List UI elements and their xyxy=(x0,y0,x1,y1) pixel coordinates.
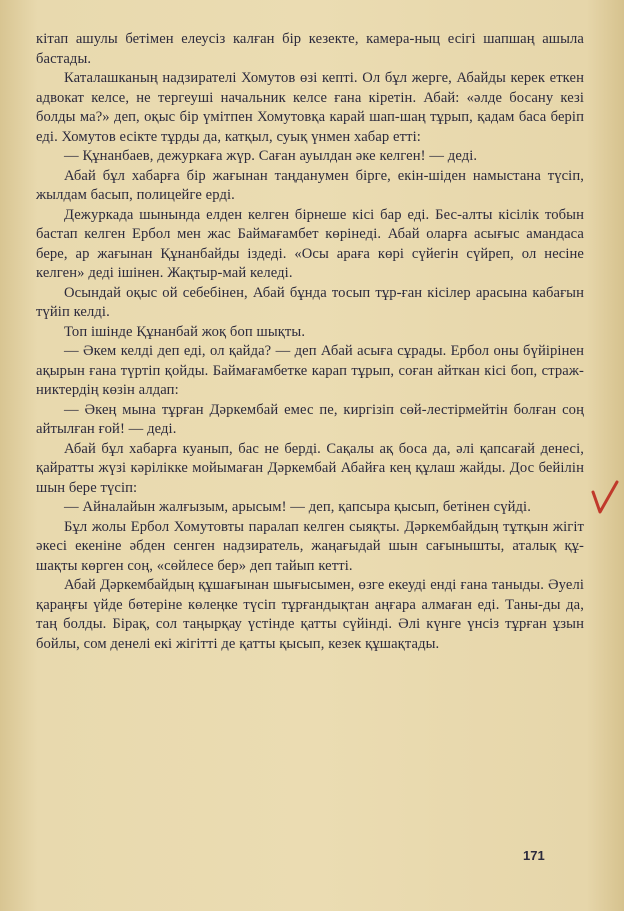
paragraph: — Әкем келді деп еді, ол қайда? — деп Абай асыға сұрады. Ербол оны бүйірінен ақырын ғана түртіп қойды. Баймағамбетке карап тұрып, соған айткан кісі боп, страж-никтердің көзін алдап: xyxy=(36,343,584,398)
paragraph: Осындай оқыс ой себебінен, Абай бұнда тосып тұр-ған кісілер арасына кабағын түйіп келді. xyxy=(36,284,584,320)
paragraph: Абай бұл хабарға бір жағынан таңданумен бірге, екін-шіден намыстана түсіп, жылдам басып, полицейге ерді. xyxy=(36,167,584,203)
paragraph: Топ ішінде Құнанбай жоқ боп шықты. xyxy=(64,323,306,340)
check-mark-stroke xyxy=(593,482,617,512)
paragraph: — Құнанбаев, дежуркаға жүр. Саған ауылдан әке келген! — деді. xyxy=(64,148,478,164)
paragraph: Каталашканың надзирателі Хомутов өзі кепті. Ол бұл жерге, Абайды керек еткен адвокат келсе, не тергеуші начальник келсе ғана кіретін. Абай: «әлде босану кезі болды ма?» деп, оқыс бір үмітпен Хомутовқа карай шап-шаң тұрып, қадам баса беріп еді. Хомутов есікте тұрды да, катқыл, суық үнмен хабар етті: xyxy=(36,70,584,145)
paragraph: кітап ашулы бетімен елеусіз калған бір кезекте, камера-ныц есігі шапшаң ашыла бастады. xyxy=(36,31,584,67)
paragraph: Абай бұл хабарға куанып, бас не берді. Сақалы ақ боса да, әлі қапсағай денесі, қайратты жүзі кәрілікке мойымаған Дәркембай Абайға кең құлаш жайды. Дос бейілін шын бере түсіп: xyxy=(36,440,584,496)
check-mark-icon xyxy=(590,478,620,518)
page-number: 171 xyxy=(523,848,545,863)
paragraph: Абай Дәркембайдың құшағынан шығысымен, өзге екеуді енді ғана таныды. Әуелі қараңғы үйде бөтеріне көлеңке түсіп тұрғандықтан аңғара алмаған еді. Таны-ды да, таң болды. Бірақ, сол таңырқау үстінде қатты сүйінді. Әлі күнге үнсіз тұрған ұзын бойлы, сом денелі екі жігітті де қатты қысып, кезек құшақтады. xyxy=(36,577,584,652)
paragraph: Бұл жолы Ербол Хомутовты паралап келген сыяқты. Дәркембайдың тұтқын жігіт әкесі екеніне әбден сенген надзиратель, жаңағыдай шын сағынышты, аталық құ-шақты көрген соң, «сөйлесе бер» деп тайып кетті. xyxy=(36,518,584,574)
body-text xyxy=(36,30,584,654)
paragraph: Дежуркада шынында елден келген бірнеше кісі бар еді. Бес-алты кісілік тобын бастап келген Ербол мен жас Баймағамбет көрінеді. Абай оларға асығыс амандаса бере, ар жағынан Құнанбайды іздеді. «Осы араға көрі сүйегін сүйреп, ол неcіне келген» деді ішінен. Жақтыр-май келеді. xyxy=(36,206,584,281)
paragraph: — Айналайын жалғызым, арысым! — деп, қапсыра қысып, бетінен сүйді. xyxy=(64,499,531,515)
paragraph: — Әкең мына тұрған Дәркембай емес пе, киргізіп сөй-лестірмейтін болған соң айтылған ғой! — деді. xyxy=(36,401,584,437)
